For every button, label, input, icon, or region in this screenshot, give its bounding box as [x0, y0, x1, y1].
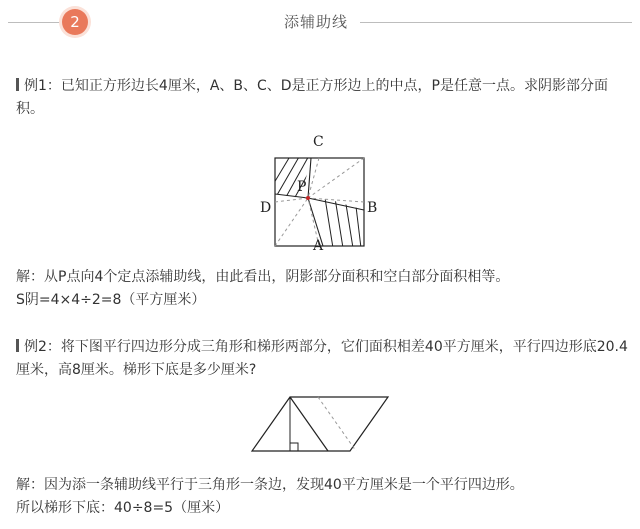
quote-bar — [16, 78, 19, 91]
boundary-line-c — [308, 158, 311, 198]
section-header — [0, 0, 640, 44]
right-angle-mark — [290, 443, 298, 451]
label-b: B — [367, 200, 378, 216]
parallelogram-outline — [252, 397, 388, 451]
header-divider-left — [8, 22, 60, 23]
example2-solution: 解：因为添一条辅助线平行于三角形一条边，发现40平方厘米是一个平行四边形。 — [16, 477, 524, 493]
square-figure — [255, 128, 385, 252]
auxiliary-parallel-line — [318, 397, 356, 451]
quote-bar — [16, 339, 19, 352]
label-d: D — [260, 200, 272, 216]
section-number-badge: 2 — [62, 9, 88, 35]
example1-question-text: 例1：已知正方形边长4厘米，A、B、C、D是正方形边上的中点，P是任意一点。求阴影部分面积。 — [16, 78, 608, 117]
label-a: A — [313, 238, 324, 252]
label-p: P — [297, 179, 307, 195]
header-divider-right — [360, 22, 632, 23]
example1-formula: S阴=4×4÷2=8（平方厘米） — [16, 292, 206, 308]
section-title: 添辅助线 — [284, 13, 349, 31]
boundary-line-b — [308, 198, 364, 210]
label-c: C — [313, 134, 324, 150]
example2-answer: 所以梯形下底：40÷8=5（厘米） — [16, 500, 230, 516]
point-p-marker — [306, 196, 310, 200]
example1-question — [16, 75, 628, 121]
example2-question-text: 例2：将下图平行四边形分成三角形和梯形两部分，它们面积相差40平方厘米，平行四边形底20.4厘米，高8厘米。梯形下底是多少厘米? — [16, 339, 628, 378]
parallelogram-figure — [250, 393, 392, 457]
example1-solution: 解：从P点向4个定点添辅助线，由此看出，阴影部分面积和空白部分面积相等。 — [16, 269, 510, 285]
example2-question — [16, 336, 628, 382]
